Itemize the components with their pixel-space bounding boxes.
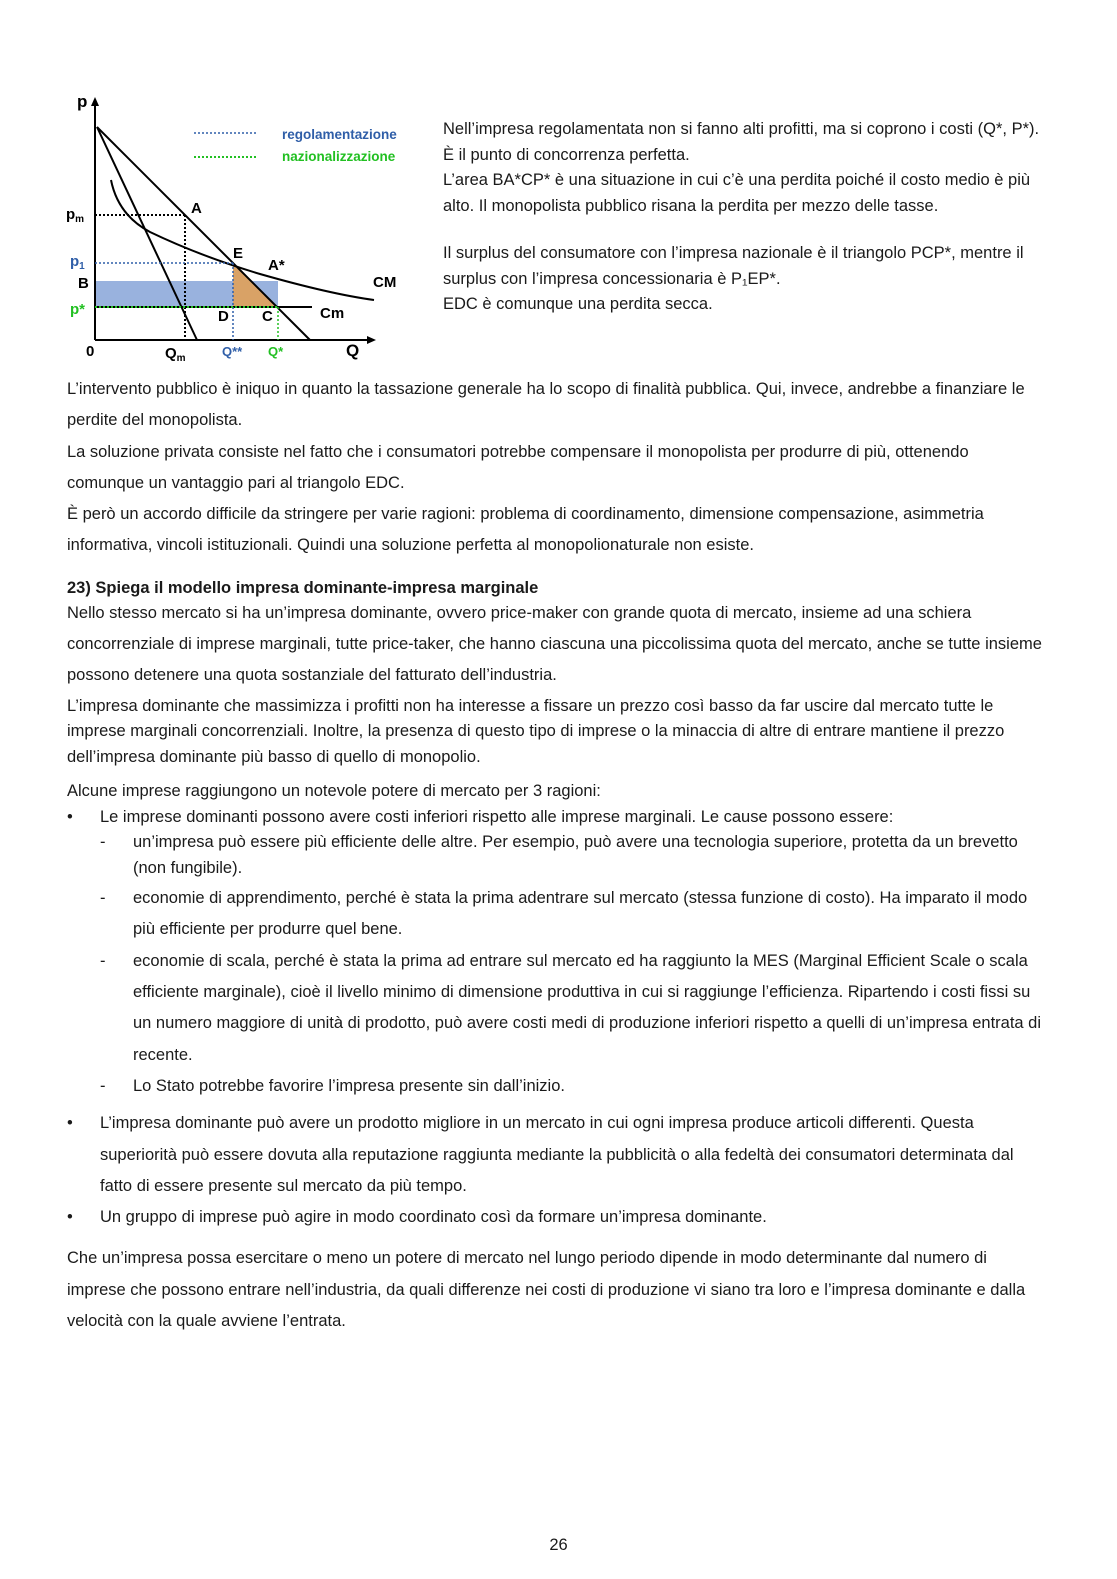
origin-label: 0 bbox=[86, 343, 95, 360]
diagram-explanation bbox=[443, 117, 1043, 318]
legend-label-nazionalizzazione: nazionalizzazione bbox=[282, 149, 396, 164]
y-axis-arrow bbox=[91, 97, 99, 106]
list-item-text: Le imprese dominanti possono avere costi inferiori rispetto alle imprese marginali. Le cause possono essere: bbox=[100, 807, 894, 826]
p1-subscript: 1 bbox=[79, 261, 85, 272]
list-item bbox=[67, 805, 1047, 1103]
svg-text:pm bbox=[66, 206, 84, 225]
paragraph: Che un’impresa possa esercitare o meno un potere di mercato nel lungo periodo dipende in modo determinante dal numero di imprese che possono entrare nell’industria, da quali differenze nei costi di produzione vi siano tra loro e l’impresa dominante e dalla velocità con la quale avviene l’entrata. bbox=[67, 1249, 1026, 1331]
list-item: - Lo Stato potrebbe favorire l’impresa presente sin dall’inizio. bbox=[100, 1071, 1047, 1102]
b-label: B bbox=[78, 275, 89, 292]
cm-marginal-label: Cm bbox=[320, 305, 345, 322]
point-e-label: E bbox=[233, 245, 244, 262]
paragraph: Il surplus del consumatore con l’impresa nazionale è il triangolo PCP*, mentre il surplus con l’impresa concessionaria è P₁EP*. bbox=[443, 244, 1024, 288]
y-axis-label: p bbox=[77, 92, 88, 111]
qm-subscript: m bbox=[176, 353, 186, 364]
paragraph: Nell’impresa regolamentata non si fanno alti profitti, ma si coprono i costi (Q*, P*). È il punto di concorrenza perfetta. bbox=[443, 120, 1040, 164]
pstar-label: p* bbox=[70, 301, 85, 318]
paragraph: È però un accordo difficile da stringere per varie ragioni: problema di coordinamento, dimensione compensazione, asimmetria informativa, vincoli istituzionali. Quindi una soluzione perfetta al monopolionaturale non esiste. bbox=[67, 505, 984, 555]
paragraph: L’impresa dominante che massimizza i profitti non ha interesse a fissare un prezzo così basso da far uscire dal mercato tutte le imprese marginali concorrenziali. Inoltre, la presenza di questo tipo di imprese o la minaccia di altre di entrare mantiene il prezzo dell’impresa dominante più basso di quello di monopolio. bbox=[67, 696, 1005, 766]
pm-label: p bbox=[66, 206, 76, 223]
legend-label-regolamentazione: regolamentazione bbox=[282, 127, 397, 142]
svg-text:Qm bbox=[165, 345, 186, 364]
causes-list bbox=[100, 830, 1047, 1102]
main-text bbox=[67, 374, 1047, 1337]
paragraph: La soluzione privata consiste nel fatto che i consumatori potrebbe compensare il monopolista per produrre di più, ottenendo comunque un vantaggio pari al triangolo EDC. bbox=[67, 442, 969, 492]
marginal-revenue-curve bbox=[97, 127, 197, 340]
pm-subscript: m bbox=[75, 214, 85, 225]
page-number: 26 bbox=[549, 1536, 568, 1554]
point-d-label: D bbox=[218, 308, 229, 325]
list-item: • Un gruppo di imprese può agire in modo coordinato così da formare un’impresa dominante. bbox=[67, 1202, 1047, 1233]
paragraph: L’area BA*CP* è una situazione in cui c’è una perdita poiché il costo medio è più alto. Il monopolista pubblico risana la perdita per mezzo delle tasse. bbox=[443, 171, 1031, 215]
point-astar-label: A* bbox=[268, 257, 285, 274]
paragraph: EDC è comunque una perdita secca. bbox=[443, 295, 713, 313]
cm-average-label: CM bbox=[373, 274, 397, 291]
paragraph: Nello stesso mercato si ha un’impresa dominante, ovvero price-maker con grande quota di mercato, insieme ad una schiera concorrenziale di imprese marginali, tutte price-taker, che hanno ciascuna una piccolissima quota del mercato, anche se tutte insieme possono detenere una quota sostanziale del fatturato dell’industria. bbox=[67, 603, 1042, 685]
list-item: • L’impresa dominante può avere un prodotto migliore in un mercato in cui ogni impresa produce articoli differenti. Questa superiorità può essere dovuta alla reputazione raggiunta mediante la pubblicità o alla fedeltà dei consumatori determinata dal fatto di essere presente sul mercato da più tempo. bbox=[67, 1108, 1047, 1202]
natural-monopoly-diagram bbox=[60, 90, 430, 370]
section-heading: 23) Spiega il modello impresa dominante-impresa marginale bbox=[67, 578, 539, 597]
list-item: - economie di apprendimento, perché è stata la prima adentrare sul mercato (stessa funzione di costo). Ha imparato il modo più efficiente per produrre quel bene. bbox=[100, 883, 1047, 946]
qss-label: Q** bbox=[222, 344, 243, 359]
x-axis-arrow bbox=[367, 336, 376, 344]
list-item: - economie di scala, perché è stata la prima ad entrare sul mercato ed ha raggiunto la MES (Marginal Efficient Scale o scala efficiente marginale), cioè il livello minimo di dimensione produttiva in cui si raggiunge l’efficienza. Ripartendo i costi fissi su un numero maggiore di unità di prodotto, può avere costi medi di produzione inferiori rispetto a quelli di un’impresa entrata di recente. bbox=[100, 946, 1047, 1071]
qm-label: Q bbox=[165, 345, 177, 362]
p1-label: p bbox=[70, 253, 80, 270]
paragraph: Alcune imprese raggiungono un notevole potere di mercato per 3 ragioni: bbox=[67, 782, 601, 801]
list-item: - un’impresa può essere più efficiente delle altre. Per esempio, può avere una tecnologia superiore, protetta da un brevetto (non fungibile). bbox=[100, 830, 1047, 881]
paragraph: L’intervento pubblico è iniquo in quanto la tassazione generale ha lo scopo di finalità pubblica. Qui, invece, andrebbe a finanziare le perdite del monopolista. bbox=[67, 380, 1025, 430]
point-a-label: A bbox=[191, 200, 202, 217]
reasons-list bbox=[67, 805, 1047, 1234]
svg-text:p1 bbox=[70, 253, 85, 272]
x-axis-label: Q bbox=[346, 341, 360, 360]
point-c-label: C bbox=[262, 308, 273, 325]
qstar-label: Q* bbox=[268, 344, 284, 359]
